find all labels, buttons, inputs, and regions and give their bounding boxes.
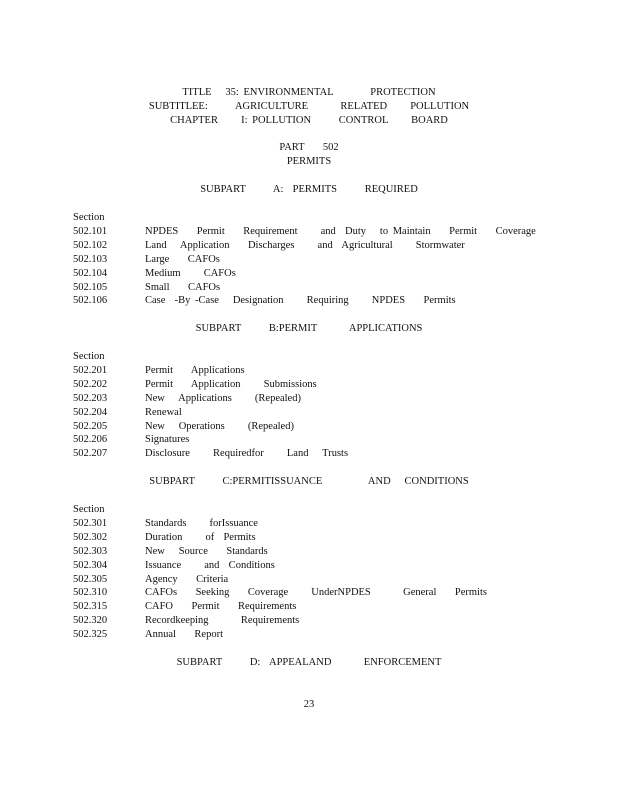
section-title: New Operations (Repealed) [145,420,294,432]
section-number: 502.203 [73,392,108,404]
section-title: Renewal [145,406,182,418]
section-title: New Source Standards [145,545,268,557]
list-item [73,225,553,239]
page-number: 23 [303,699,315,710]
section-title: Case -By -Case Designation Requiring NPDES Permits [145,295,456,307]
section-title: CAFO Permit Requirements [145,601,297,613]
section-number: 502.101 [73,225,108,237]
list-item [73,573,553,587]
list-item [73,239,553,253]
list-item [73,364,553,378]
section-number: 502.206 [73,434,108,446]
section-number: 502.202 [73,378,108,390]
subtitle-line: SUBTITLEE: AGRICULTURE RELATED POLLUTION [148,101,470,112]
section-number: 502.103 [73,253,108,265]
section-label: Section [73,504,105,515]
subpart-a-heading: SUBPART A: PERMITS REQUIRED [200,184,418,195]
section-number: 502.303 [73,545,108,557]
section-title: Issuance and Conditions [145,559,275,571]
list-item [73,559,553,573]
list-item [73,614,553,628]
title-line: TITLE 35: ENVIRONMENTAL PROTECTION [182,87,436,98]
section-title: Medium CAFOs [145,267,236,279]
list-item [73,294,553,308]
section-label: Section [73,212,105,223]
list-item [73,420,553,434]
subpart-b-heading: SUBPART B:PERMIT APPLICATIONS [195,323,423,334]
list-item [73,517,553,531]
section-title: Large CAFOs [145,253,220,265]
section-title: Agency Criteria [145,573,229,585]
subpart-d-heading: SUBPART D: APPEALAND ENFORCEMENT [176,657,442,668]
list-item [73,253,553,267]
section-number: 502.105 [73,281,108,293]
list-item [73,267,553,281]
section-number: 502.104 [73,267,108,279]
section-number: 502.310 [73,587,108,599]
section-number: 502.204 [73,406,108,418]
section-number: 502.315 [73,601,108,613]
section-title: CAFOs Seeking Coverage UnderNPDES General Permits [145,587,487,599]
list-item [73,586,553,600]
section-title: Signatures [145,434,190,446]
section-title: Land Application Discharges and Agricultural Stormwater [145,239,465,251]
section-title: Duration of Permits [145,531,256,543]
list-item [73,392,553,406]
section-number: 502.302 [73,531,108,543]
section-title: NPDES Permit Requirement and Duty to Maintain Permit Coverage [145,225,536,237]
chapter-line: CHAPTER I: POLLUTION CONTROL BOARD [170,115,448,126]
subpart-c-heading: SUBPART C:PERMITISSUANCE AND CONDITIONS [149,476,469,487]
list-item [73,447,553,461]
section-label: Section [73,351,105,362]
section-number: 502.301 [73,517,108,529]
section-number: 502.320 [73,615,108,627]
list-item [73,600,553,614]
list-item [73,406,553,420]
section-title: Standards forIssuance [145,517,258,529]
list-item [73,281,553,295]
subpart-c-sections [73,503,553,642]
list-item [73,433,553,447]
section-number: 502.325 [73,629,108,641]
subpart-a-sections [73,211,553,308]
title-block [0,86,618,128]
section-title: Annual Report [145,629,223,641]
list-item [73,545,553,559]
section-number: 502.304 [73,559,108,571]
part-block [0,141,618,169]
section-number: 502.102 [73,239,108,251]
section-number: 502.305 [73,573,108,585]
section-number: 502.207 [73,448,108,460]
section-title: Recordkeeping Requirements [145,615,300,627]
section-title: Disclosure Requiredfor Land Trusts [145,448,349,460]
list-item [73,531,553,545]
part-number: PART 502 [279,142,339,153]
list-item [73,628,553,642]
section-title: Permit Applications [145,364,245,376]
section-title: New Applications (Repealed) [145,392,301,404]
subpart-b-sections [73,350,553,461]
part-name: PERMITS [286,156,332,167]
list-item [73,378,553,392]
section-number: 502.205 [73,420,108,432]
section-title: Small CAFOs [145,281,221,293]
section-title: Permit Application Submissions [145,378,317,390]
section-number: 502.201 [73,364,108,376]
section-number: 502.106 [73,295,108,307]
